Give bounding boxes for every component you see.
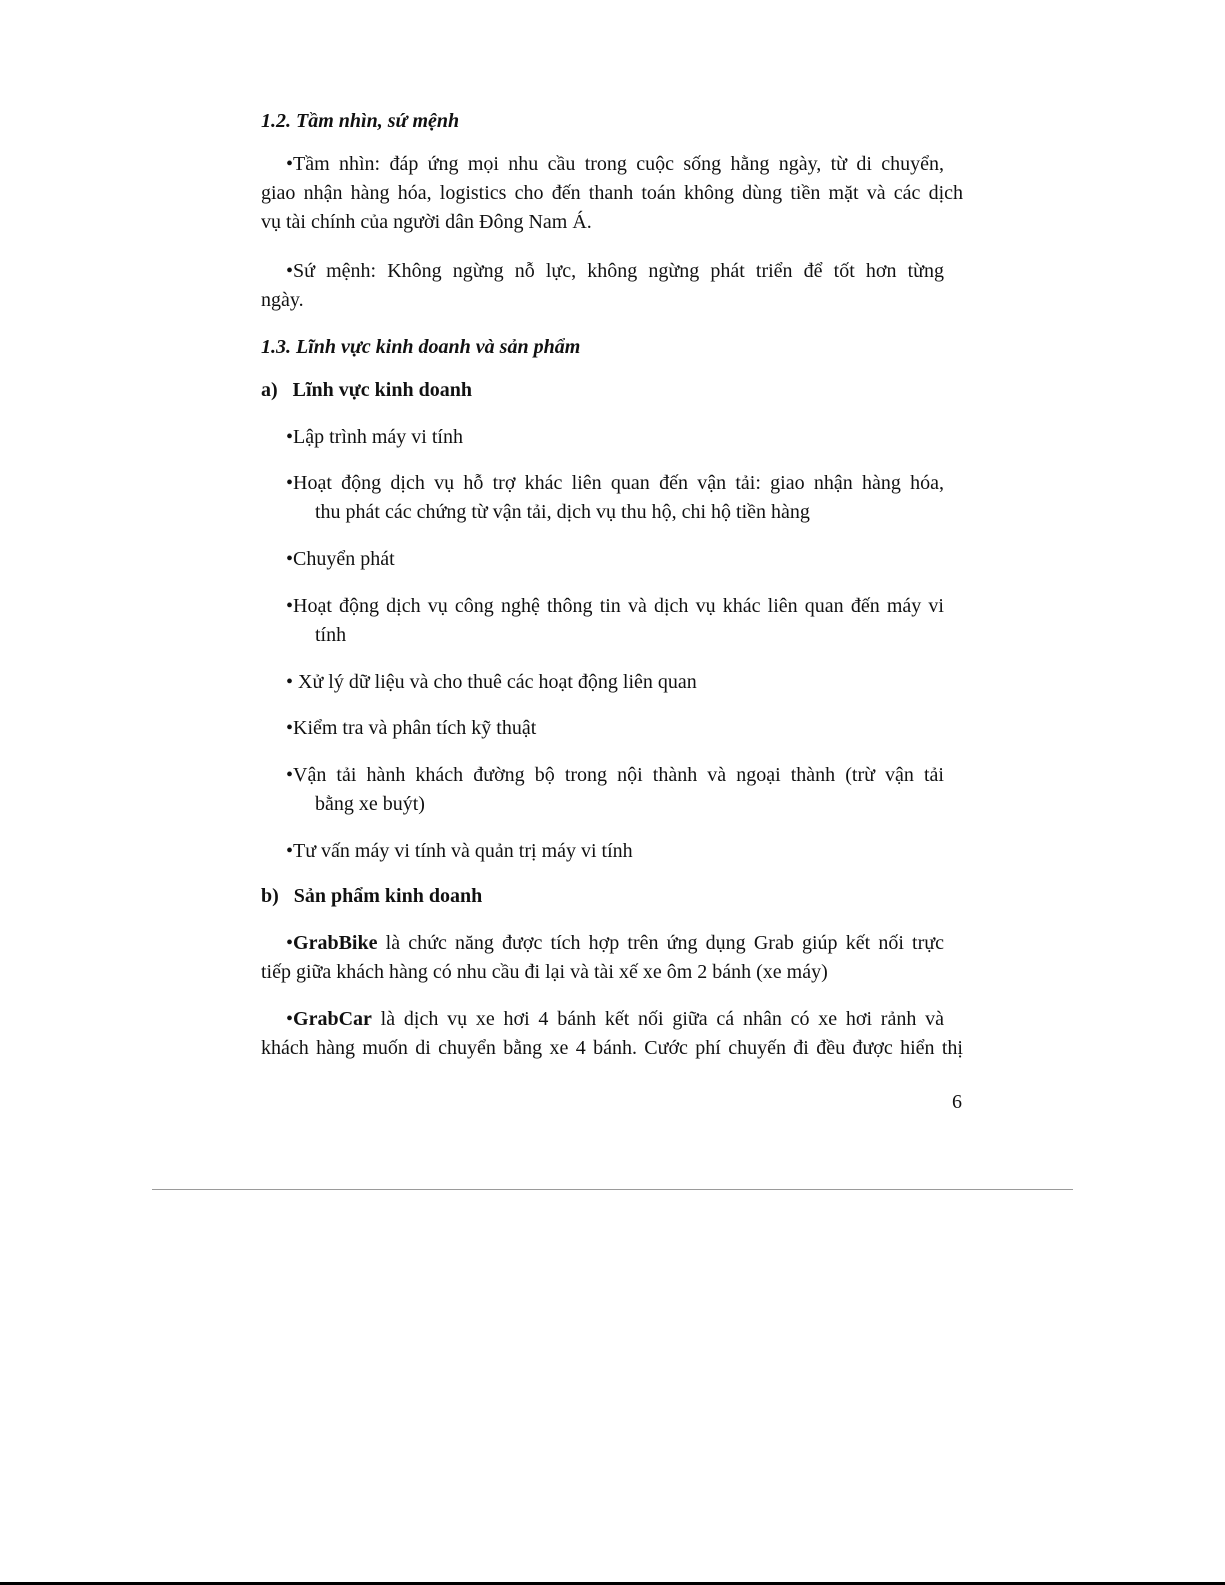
page-number: 6 <box>952 1091 962 1113</box>
list-item-continuation: thu phát các chứng từ vận tải, dịch vụ thu hộ, chi hộ tiền hàng <box>315 501 810 523</box>
grabcar-description: là dịch vụ xe hơi 4 bánh kết nối giữa cá nhân có xe hơi rảnh và <box>371 1008 944 1030</box>
grabcar-line-2: khách hàng muốn di chuyển bằng xe 4 bánh. Cước phí chuyến đi đều được hiển thị <box>261 1037 963 1059</box>
subsection-heading-products: b) Sản phẩm kinh doanh <box>261 885 483 907</box>
grabbike-line-2: tiếp giữa khách hàng có nhu cầu đi lại và tài xế xe ôm 2 bánh (xe máy) <box>261 961 828 983</box>
grabbike-line-1 <box>286 929 944 958</box>
vision-line-1: •Tầm nhìn: đáp ứng mọi nhu cầu trong cuộc sống hằng ngày, từ di chuyển, <box>286 153 944 175</box>
list-item: •Vận tải hành khách đường bộ trong nội thành và ngoại thành (trừ vận tải <box>286 764 944 786</box>
section-heading-vision-mission: 1.2. Tầm nhìn, sứ mệnh <box>261 110 460 132</box>
list-item: •Lập trình máy vi tính <box>286 426 463 448</box>
mission-line-1: •Sứ mệnh: Không ngừng nỗ lực, không ngừng phát triển để tốt hơn từng <box>286 260 944 282</box>
subsection-heading-business-fields: a) Lĩnh vực kinh doanh <box>261 379 472 401</box>
bullet: • <box>286 932 294 954</box>
list-item: •Kiểm tra và phân tích kỹ thuật <box>286 717 537 739</box>
grabbike-description: là chức năng được tích hợp trên ứng dụng Grab giúp kết nối trực <box>377 932 944 954</box>
list-item-continuation: bằng xe buýt) <box>315 793 425 815</box>
vision-line-2: giao nhận hàng hóa, logistics cho đến thanh toán không dùng tiền mặt và các dịch <box>261 182 963 204</box>
grabcar-line-1 <box>286 1005 944 1034</box>
product-name-grabbike: GrabBike <box>293 932 378 954</box>
list-item-continuation: tính <box>315 624 347 646</box>
section-heading-business: 1.3. Lĩnh vực kinh doanh và sản phẩm <box>261 336 581 358</box>
page-divider <box>152 1189 1073 1190</box>
list-item: •Hoạt động dịch vụ hỗ trợ khác liên quan đến vận tải: giao nhận hàng hóa, <box>286 472 944 494</box>
product-name-grabcar: GrabCar <box>293 1008 372 1030</box>
list-item: •Tư vấn máy vi tính và quản trị máy vi tính <box>286 840 633 862</box>
list-item: •Chuyển phát <box>286 548 395 570</box>
list-item: •Hoạt động dịch vụ công nghệ thông tin và dịch vụ khác liên quan đến máy vi <box>286 595 944 617</box>
list-item: • Xử lý dữ liệu và cho thuê các hoạt động liên quan <box>286 671 697 693</box>
mission-line-2: ngày. <box>261 289 304 311</box>
bullet: • <box>286 1008 294 1030</box>
vision-line-3: vụ tài chính của người dân Đông Nam Á. <box>261 211 592 233</box>
